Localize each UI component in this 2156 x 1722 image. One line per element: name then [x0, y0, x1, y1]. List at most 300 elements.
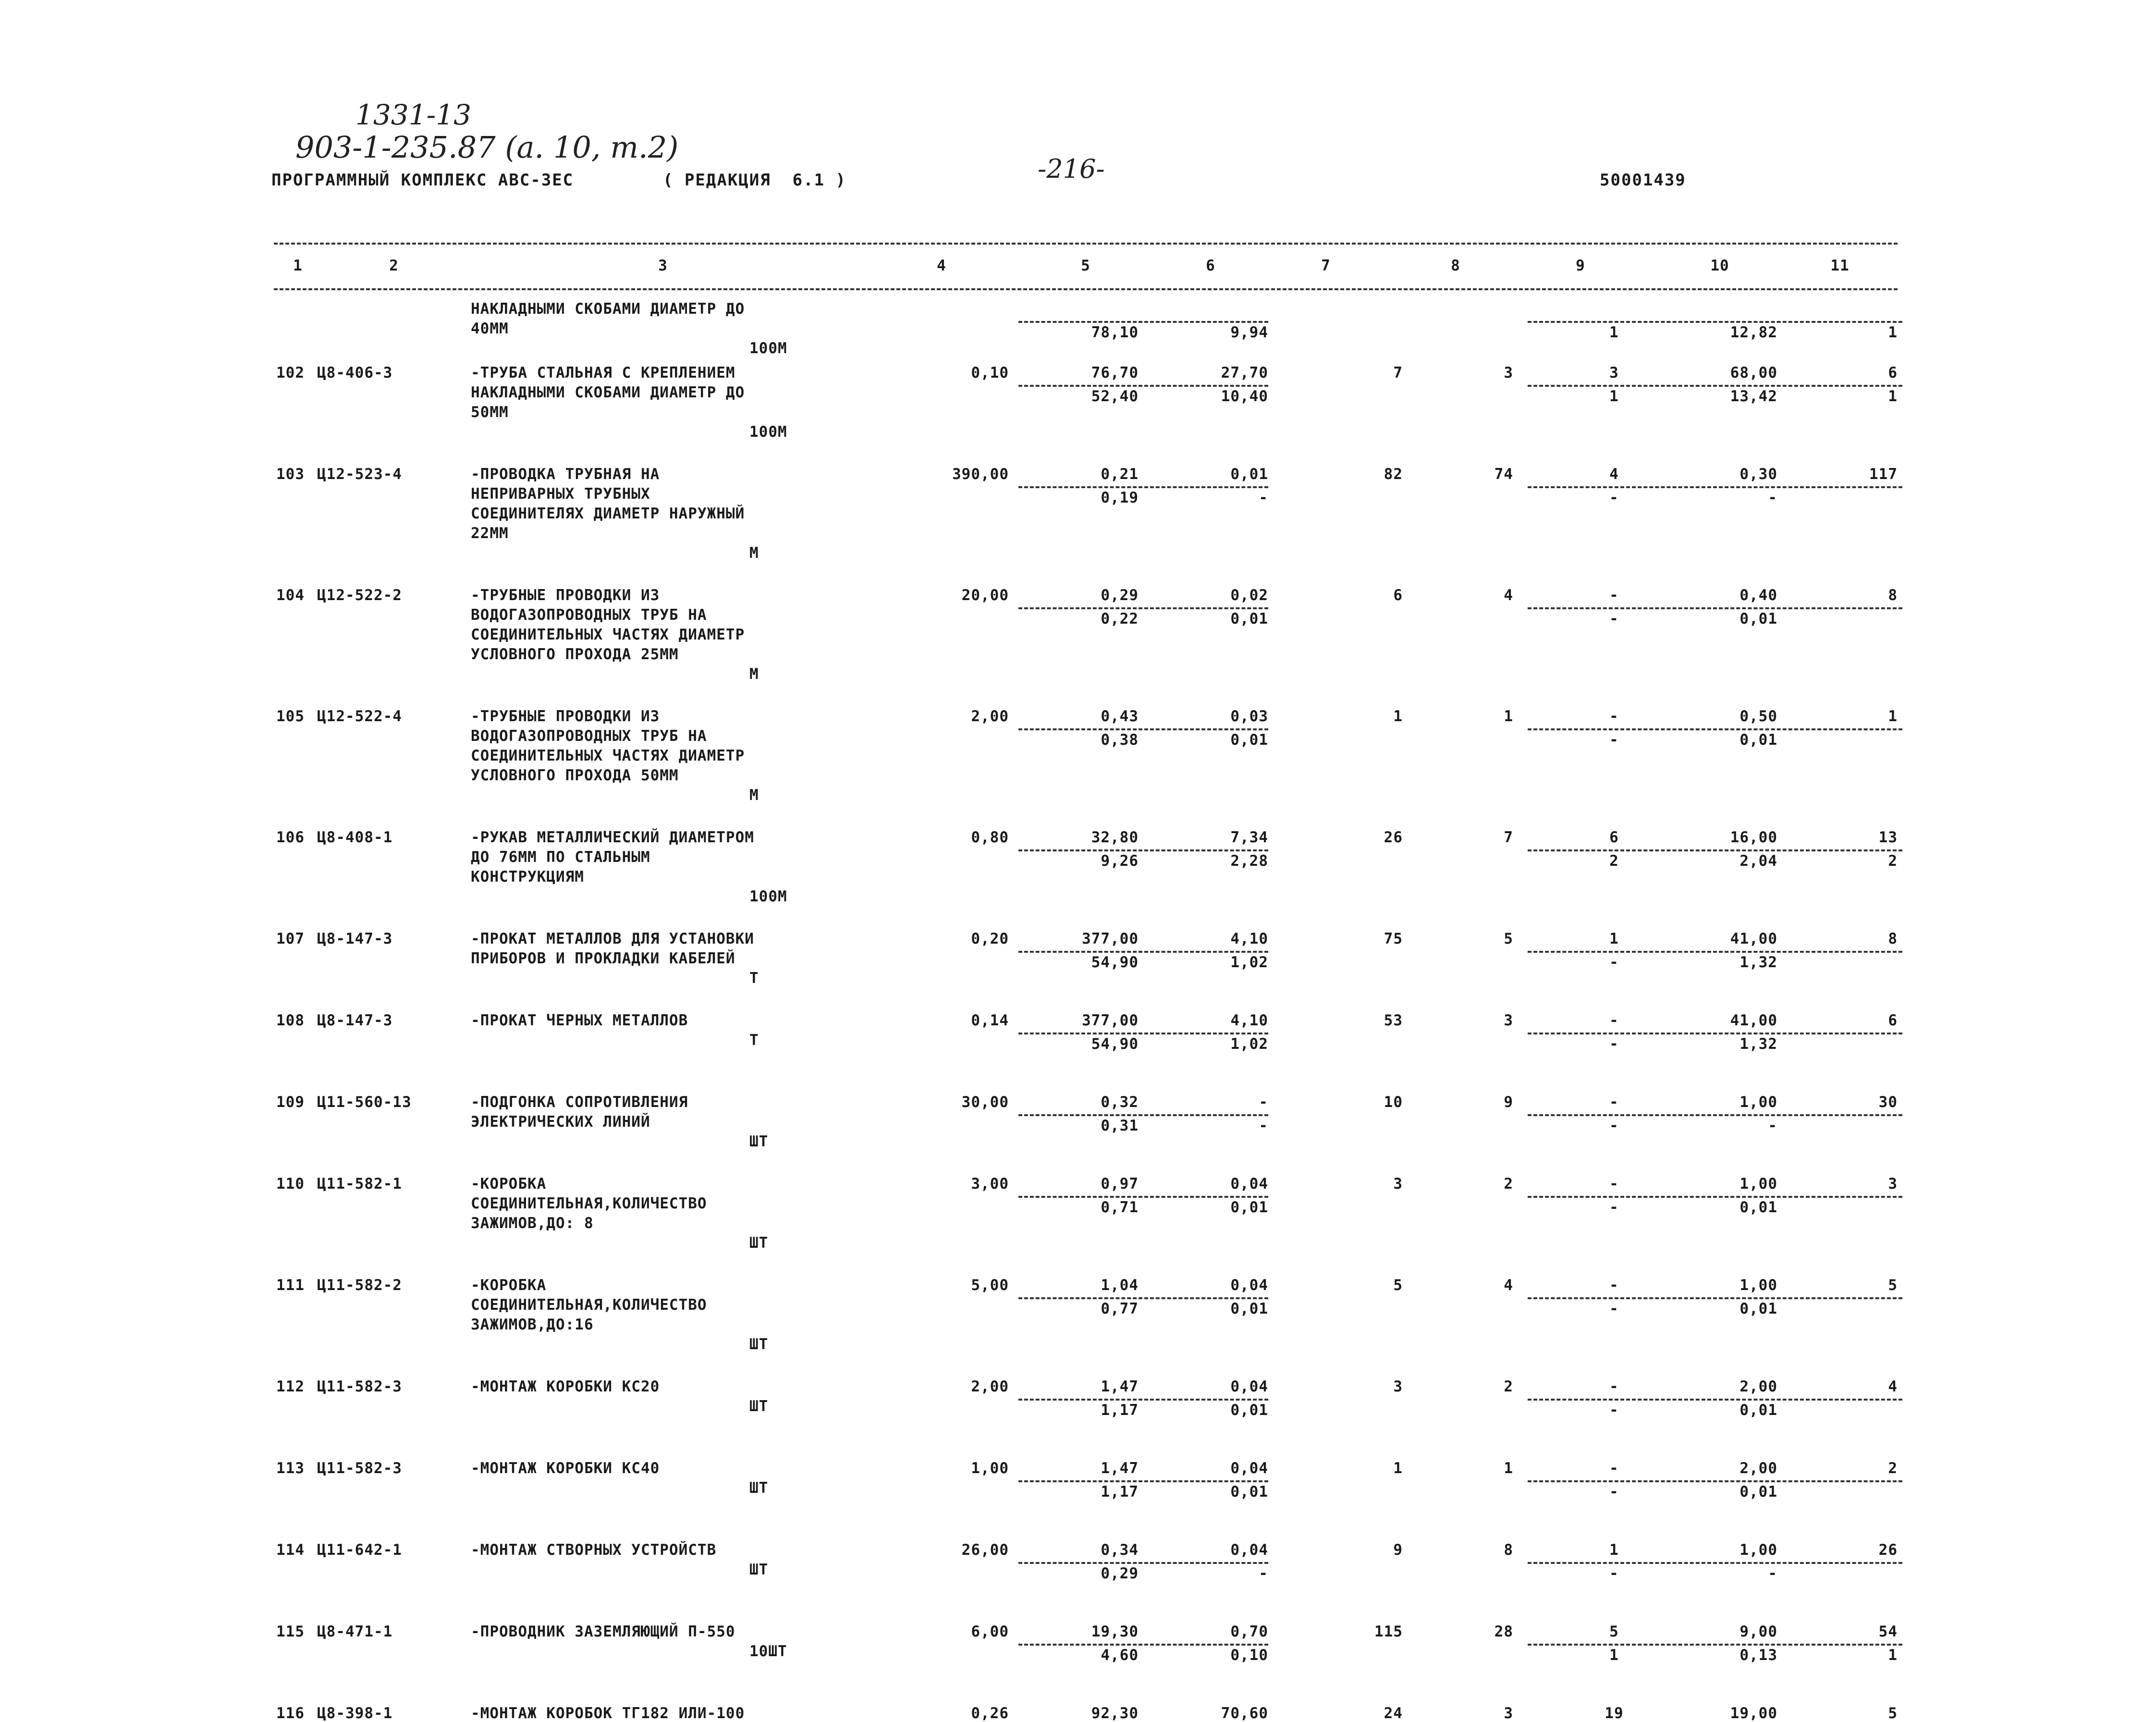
- row-number: 114: [276, 1541, 305, 1559]
- subcell-l6: 0,01: [1230, 731, 1268, 749]
- cell-qty: 2,00: [971, 1378, 1009, 1395]
- subcell-l6: 1,02: [1230, 954, 1268, 971]
- subcell-l10: 0,01: [1740, 1199, 1777, 1216]
- cell-c8: 1: [1504, 708, 1513, 725]
- subcell-l10: -: [1768, 1117, 1777, 1134]
- row-code: Ц12-523-4: [317, 466, 402, 483]
- cell-c7: 24: [1384, 1705, 1403, 1722]
- row-description-line: -КОРОБКА: [471, 1277, 547, 1294]
- row-description-line: СОЕДИНИТЕЛЬНЫХ ЧАСТЯХ ДИАМЕТР: [471, 747, 745, 764]
- cell-c8: 3: [1504, 364, 1513, 381]
- cell-qty: 0,14: [971, 1012, 1009, 1029]
- row-description-line: -МОНТАЖ СТВОРНЫХ УСТРОЙСТВ: [471, 1541, 717, 1559]
- row-description-line: -ПРОКАТ ЧЕРНЫХ МЕТАЛЛОВ: [471, 1012, 688, 1029]
- row-description-line: ШТ: [749, 1336, 769, 1353]
- cell-c11: 5: [1888, 1277, 1898, 1294]
- cell-c9: 1: [1609, 930, 1619, 947]
- subrow-separator: [1528, 951, 1902, 953]
- column-number-11: 11: [1830, 257, 1850, 274]
- cell-c10: 2,00: [1740, 1378, 1777, 1395]
- subrow-separator: [1528, 385, 1902, 387]
- row-number: 108: [276, 1012, 305, 1029]
- cell-c7: 82: [1384, 466, 1403, 483]
- row-description-line: -ПРОВОДНИК ЗАЗЕМЛЯЮЩИЙ П-550: [471, 1623, 735, 1640]
- row-description-line: 100М: [749, 888, 787, 905]
- row-number: 109: [276, 1094, 305, 1111]
- cell-c6: 0,04: [1230, 1277, 1268, 1294]
- row-description-line: -ПРОВОДКА ТРУБНАЯ НА: [471, 466, 660, 483]
- cell-c6: -: [1259, 1094, 1268, 1111]
- cell-c7: 10: [1384, 1094, 1403, 1111]
- column-number-7: 7: [1321, 257, 1331, 274]
- row-code: Ц11-582-1: [317, 1175, 402, 1193]
- cell-c7: 26: [1384, 829, 1403, 846]
- row-code: Ц12-522-2: [317, 587, 402, 604]
- cell-c6: 0,03: [1230, 708, 1268, 725]
- cell-c5: 1,04: [1101, 1277, 1139, 1294]
- subrow-separator: [1018, 951, 1268, 953]
- cell-c11: 5: [1888, 1705, 1898, 1722]
- cell-c11: 3: [1888, 1175, 1898, 1193]
- cell-c7: 115: [1374, 1623, 1403, 1640]
- subcell-l10: 1,32: [1740, 954, 1777, 971]
- subrow-separator: [1528, 1297, 1902, 1299]
- row-description-line: -МОНТАЖ КОРОБКИ КС40: [471, 1460, 660, 1477]
- subcell-l6: 9,94: [1230, 324, 1268, 341]
- column-number-2: 2: [389, 257, 399, 274]
- subrow-separator: [1528, 849, 1902, 851]
- cell-qty: 0,10: [971, 364, 1009, 381]
- subcell-l11: 1: [1888, 324, 1898, 341]
- cell-c6: 0,04: [1230, 1541, 1268, 1559]
- cell-c5: 377,00: [1082, 930, 1139, 947]
- row-code: Ц8-408-1: [317, 829, 393, 846]
- column-number-1: 1: [293, 257, 303, 274]
- cell-c8: 4: [1504, 1277, 1513, 1294]
- subrow-separator: [1018, 1480, 1268, 1482]
- cell-c8: 2: [1504, 1175, 1513, 1193]
- subrow-separator: [1528, 1114, 1902, 1116]
- cell-c10: 68,00: [1730, 364, 1777, 381]
- row-code: Ц11-582-3: [317, 1378, 402, 1395]
- cell-c6: 7,34: [1230, 829, 1268, 846]
- subcell-l11: 2: [1888, 852, 1898, 870]
- cell-qty: 2,00: [971, 708, 1009, 725]
- edition: ( РЕДАКЦИЯ 6.1 ): [663, 171, 846, 190]
- cell-c5: 32,80: [1091, 829, 1139, 846]
- cell-c8: 9: [1504, 1094, 1513, 1111]
- cell-c7: 3: [1393, 1378, 1403, 1395]
- cell-c6: 0,04: [1230, 1460, 1268, 1477]
- cell-c8: 2: [1504, 1378, 1513, 1395]
- subrow-separator: [1018, 321, 1268, 323]
- cell-c7: 75: [1384, 930, 1403, 947]
- cell-c7: 9: [1393, 1541, 1403, 1559]
- row-number: 111: [276, 1277, 305, 1294]
- cell-qty: 3,00: [971, 1175, 1009, 1193]
- row-code: Ц12-522-4: [317, 708, 402, 725]
- row-description-line: НЕПРИВАРНЫХ ТРУБНЫХ: [471, 485, 650, 503]
- cell-qty: 20,00: [961, 587, 1009, 604]
- subcell-l10: 13,42: [1730, 388, 1777, 405]
- row-description-line: -ПРОКАТ МЕТАЛЛОВ ДЛЯ УСТАНОВКИ: [471, 930, 754, 947]
- row-number: 115: [276, 1623, 305, 1640]
- subcell-l5: 0,31: [1101, 1117, 1139, 1134]
- cell-c7: 53: [1384, 1012, 1403, 1029]
- subrow-separator: [1018, 1297, 1268, 1299]
- row-code: Ц8-406-3: [317, 364, 393, 381]
- cell-c11: 2: [1888, 1460, 1898, 1477]
- cell-c8: 74: [1494, 466, 1513, 483]
- cell-qty: 0,26: [971, 1705, 1009, 1722]
- subrow-separator: [1018, 1644, 1268, 1646]
- subcell-l10: 0,13: [1740, 1647, 1777, 1664]
- cell-c9: -: [1609, 1012, 1619, 1029]
- cell-c5: 0,29: [1101, 587, 1139, 604]
- row-description-line: 50ММ: [471, 404, 509, 421]
- row-code: Ц11-582-3: [317, 1460, 402, 1477]
- cell-c11: 6: [1888, 1012, 1898, 1029]
- cell-c11: 30: [1878, 1094, 1898, 1111]
- row-number: 112: [276, 1378, 305, 1395]
- row-description-line: 40ММ: [471, 320, 509, 337]
- row-description-line: ВОДОГАЗОПРОВОДНЫХ ТРУБ НА: [471, 606, 707, 624]
- cell-c11: 4: [1888, 1378, 1898, 1395]
- cell-c5: 76,70: [1091, 364, 1139, 381]
- subcell-l11: 1: [1888, 1647, 1898, 1664]
- cell-c9: -: [1609, 1175, 1619, 1193]
- subcell-l5: 0,77: [1101, 1300, 1139, 1317]
- row-number: 110: [276, 1175, 305, 1193]
- cell-c10: 9,00: [1740, 1623, 1777, 1640]
- cell-c9: 3: [1609, 364, 1619, 381]
- row-description-line: ДО 76ММ ПО СТАЛЬНЫМ: [471, 849, 650, 866]
- row-description-line: 100М: [749, 423, 787, 441]
- cell-qty: 5,00: [971, 1277, 1009, 1294]
- subcell-l9: -: [1609, 1402, 1619, 1419]
- cell-c10: 16,00: [1730, 829, 1777, 846]
- cell-c10: 19,00: [1730, 1705, 1777, 1722]
- subcell-l11: 1: [1888, 388, 1898, 405]
- cell-c11: 13: [1878, 829, 1898, 846]
- row-description-line: СОЕДИНИТЕЛЬНЫХ ЧАСТЯХ ДИАМЕТР: [471, 626, 745, 643]
- subcell-l9: -: [1609, 1199, 1619, 1216]
- cell-c8: 7: [1504, 829, 1513, 846]
- subcell-l10: -: [1768, 1565, 1777, 1582]
- cell-c11: 117: [1869, 466, 1898, 483]
- cell-c6: 0,04: [1230, 1378, 1268, 1395]
- column-number-6: 6: [1206, 257, 1215, 274]
- cell-c9: -: [1609, 1094, 1619, 1111]
- cell-c6: 4,10: [1230, 930, 1268, 947]
- column-number-4: 4: [937, 257, 946, 274]
- cell-c11: 26: [1878, 1541, 1898, 1559]
- cell-c5: 0,32: [1101, 1094, 1139, 1111]
- subcell-l9: -: [1609, 489, 1619, 506]
- row-number: 104: [276, 587, 305, 604]
- cell-c7: 7: [1393, 364, 1403, 381]
- subrow-separator: [1018, 849, 1268, 851]
- subcell-l10: 12,82: [1730, 324, 1777, 341]
- column-number-5: 5: [1081, 257, 1090, 274]
- subcell-l6: 0,10: [1230, 1647, 1268, 1664]
- row-description-line: -ТРУБА СТАЛЬНАЯ С КРЕПЛЕНИЕМ: [471, 364, 735, 381]
- row-description-line: СОЕДИНИТЕЛЯХ ДИАМЕТР НАРУЖНЫЙ: [471, 505, 745, 522]
- row-code: Ц8-147-3: [317, 1012, 393, 1029]
- row-description-line: НАКЛАДНЫМИ СКОБАМИ ДИАМЕТР ДО: [471, 300, 745, 318]
- subcell-l10: 2,04: [1740, 852, 1777, 870]
- row-description-line: ШТ: [749, 1234, 769, 1252]
- subcell-l5: 52,40: [1091, 388, 1139, 405]
- column-number-9: 9: [1576, 257, 1585, 274]
- cell-c10: 0,40: [1740, 587, 1777, 604]
- cell-c5: 1,47: [1101, 1378, 1139, 1395]
- row-description-line: УСЛОВНОГО ПРОХОДА 25ММ: [471, 646, 679, 663]
- subcell-l6: 0,01: [1230, 1483, 1268, 1501]
- cell-c8: 4: [1504, 587, 1513, 604]
- subcell-l10: -: [1768, 489, 1777, 506]
- row-description-line: М: [749, 544, 759, 562]
- row-description-line: ВОДОГАЗОПРОВОДНЫХ ТРУБ НА: [471, 727, 707, 745]
- subrow-separator: [1528, 1644, 1902, 1646]
- subrow-separator: [1018, 1196, 1268, 1198]
- row-description-line: -ПОДГОНКА СОПРОТИВЛЕНИЯ: [471, 1094, 688, 1111]
- subrow-separator: [1018, 607, 1268, 609]
- subcell-l9: 1: [1609, 388, 1619, 405]
- subcell-l5: 0,29: [1101, 1565, 1139, 1582]
- cell-c11: 54: [1878, 1623, 1898, 1640]
- row-description-line: 22ММ: [471, 525, 509, 542]
- subrow-separator: [1528, 321, 1902, 323]
- subrow-separator: [1018, 486, 1268, 488]
- subcell-l10: 0,01: [1740, 1300, 1777, 1317]
- subrow-separator: [1528, 607, 1902, 609]
- subcell-l5: 0,19: [1101, 489, 1139, 506]
- row-description-line: 100М: [749, 340, 787, 357]
- cell-c7: 3: [1393, 1175, 1403, 1193]
- subcell-l5: 1,17: [1101, 1483, 1139, 1501]
- row-number: 102: [276, 364, 305, 381]
- cell-c5: 0,43: [1101, 708, 1139, 725]
- cell-c10: 1,00: [1740, 1175, 1777, 1193]
- cell-c11: 1: [1888, 708, 1898, 725]
- cell-c6: 0,04: [1230, 1175, 1268, 1193]
- cell-c10: 1,00: [1740, 1277, 1777, 1294]
- cell-c9: 6: [1609, 829, 1619, 846]
- cell-c11: 8: [1888, 930, 1898, 947]
- cell-c6: 27,70: [1221, 364, 1268, 381]
- cell-c9: -: [1609, 587, 1619, 604]
- cell-qty: 30,00: [961, 1094, 1009, 1111]
- cell-c5: 0,21: [1101, 466, 1139, 483]
- subcell-l9: -: [1609, 1300, 1619, 1317]
- row-code: Ц8-471-1: [317, 1623, 393, 1640]
- handwritten-page-number: -216-: [1038, 154, 1105, 184]
- row-description-line: ЗАЖИМОВ,ДО:16: [471, 1316, 594, 1333]
- cell-c9: 19: [1605, 1705, 1624, 1722]
- subrow-separator: [1528, 1033, 1902, 1034]
- subrow-separator: [1018, 1562, 1268, 1564]
- cell-c7: 1: [1393, 708, 1403, 725]
- row-description-line: ШТ: [749, 1133, 769, 1150]
- row-description-line: М: [749, 787, 759, 804]
- cell-c5: 0,97: [1101, 1175, 1139, 1193]
- handwritten-project-code: 903-1-235.87 (а. 10, т.2): [295, 130, 679, 165]
- subcell-l9: 1: [1609, 324, 1619, 341]
- subcell-l10: 0,01: [1740, 1483, 1777, 1501]
- column-number-3: 3: [658, 257, 668, 274]
- subcell-l9: -: [1609, 1035, 1619, 1053]
- cell-c5: 377,00: [1082, 1012, 1139, 1029]
- subcell-l5: 54,90: [1091, 1035, 1139, 1053]
- cell-c7: 6: [1393, 587, 1403, 604]
- cell-c5: 19,30: [1091, 1623, 1139, 1640]
- row-number: 103: [276, 466, 305, 483]
- header-top-rule: [274, 243, 1898, 245]
- row-description-line: Т: [749, 970, 759, 987]
- cell-c9: -: [1609, 708, 1619, 725]
- row-code: Ц8-398-1: [317, 1705, 393, 1722]
- subcell-l6: 0,01: [1230, 1300, 1268, 1317]
- subcell-l5: 54,90: [1091, 954, 1139, 971]
- cell-qty: 0,80: [971, 829, 1009, 846]
- subcell-l9: 2: [1609, 852, 1619, 870]
- subrow-separator: [1018, 1399, 1268, 1401]
- row-description-line: ЗАЖИМОВ,ДО: 8: [471, 1215, 594, 1232]
- row-description-line: КОНСТРУКЦИЯМ: [471, 868, 584, 886]
- cell-c11: 8: [1888, 587, 1898, 604]
- cell-c8: 5: [1504, 930, 1513, 947]
- row-number: 105: [276, 708, 305, 725]
- subcell-l6: 0,01: [1230, 1402, 1268, 1419]
- cell-c10: 41,00: [1730, 930, 1777, 947]
- cell-c5: 1,47: [1101, 1460, 1139, 1477]
- cell-c5: 92,30: [1091, 1705, 1139, 1722]
- subrow-separator: [1018, 728, 1268, 730]
- row-description-line: ШТ: [749, 1479, 769, 1497]
- cell-qty: 6,00: [971, 1623, 1009, 1640]
- subcell-l10: 0,01: [1740, 731, 1777, 749]
- cell-qty: 1,00: [971, 1460, 1009, 1477]
- subcell-l10: 1,32: [1740, 1035, 1777, 1053]
- row-description-line: СОЕДИНИТЕЛЬНАЯ,КОЛИЧЕСТВО: [471, 1296, 707, 1314]
- cell-c5: 0,34: [1101, 1541, 1139, 1559]
- subcell-l6: -: [1259, 489, 1268, 506]
- row-code: Ц11-582-2: [317, 1277, 402, 1294]
- row-description-line: -РУКАВ МЕТАЛЛИЧЕСКИЙ ДИАМЕТРОМ: [471, 829, 754, 846]
- row-description-line: -МОНТАЖ КОРОБОК ТГ182 ИЛИ-100: [471, 1705, 745, 1722]
- cell-c9: -: [1609, 1277, 1619, 1294]
- subcell-l5: 9,26: [1101, 852, 1139, 870]
- subrow-separator: [1018, 1114, 1268, 1116]
- row-code: Ц11-560-13: [317, 1094, 412, 1111]
- cell-qty: 0,20: [971, 930, 1009, 947]
- handwritten-top-number: 1331-13: [355, 98, 472, 131]
- subcell-l6: 2,28: [1230, 852, 1268, 870]
- cell-c11: 6: [1888, 364, 1898, 381]
- row-description-line: -КОРОБКА: [471, 1175, 547, 1193]
- cell-c8: 3: [1504, 1012, 1513, 1029]
- row-description-line: УСЛОВНОГО ПРОХОДА 50ММ: [471, 767, 679, 784]
- row-description-line: 10ШТ: [749, 1643, 787, 1660]
- cell-c6: 70,60: [1221, 1705, 1268, 1722]
- row-description-line: -ТРУБНЫЕ ПРОВОДКИ ИЗ: [471, 587, 660, 604]
- cell-c8: 28: [1494, 1623, 1513, 1640]
- row-description-line: -МОНТАЖ КОРОБКИ КС20: [471, 1378, 660, 1395]
- subcell-l9: -: [1609, 1565, 1619, 1582]
- row-description-line: ПРИБОРОВ И ПРОКЛАДКИ КАБЕЛЕЙ: [471, 950, 735, 967]
- cell-qty: 390,00: [952, 466, 1009, 483]
- subcell-l6: 0,01: [1230, 1199, 1268, 1216]
- cell-c10: 0,30: [1740, 466, 1777, 483]
- subcell-l5: 0,38: [1101, 731, 1139, 749]
- subcell-l5: 1,17: [1101, 1402, 1139, 1419]
- cell-c7: 1: [1393, 1460, 1403, 1477]
- subrow-separator: [1528, 1196, 1902, 1198]
- subcell-l9: -: [1609, 610, 1619, 627]
- cell-c7: 5: [1393, 1277, 1403, 1294]
- cell-c9: 4: [1609, 466, 1619, 483]
- subcell-l9: -: [1609, 954, 1619, 971]
- subrow-separator: [1018, 385, 1268, 387]
- row-description-line: СОЕДИНИТЕЛЬНАЯ,КОЛИЧЕСТВО: [471, 1195, 707, 1212]
- subcell-l10: 0,01: [1740, 1402, 1777, 1419]
- cell-c10: 41,00: [1730, 1012, 1777, 1029]
- row-number: 107: [276, 930, 305, 947]
- cell-c8: 8: [1504, 1541, 1513, 1559]
- subcell-l5: 78,10: [1091, 324, 1139, 341]
- row-description-line: ШТ: [749, 1561, 769, 1578]
- subrow-separator: [1018, 1033, 1268, 1034]
- cell-c6: 0,01: [1230, 466, 1268, 483]
- subrow-separator: [1528, 1480, 1902, 1482]
- row-code: Ц8-147-3: [317, 930, 393, 947]
- subcell-l9: 1: [1609, 1647, 1619, 1664]
- header-bottom-rule: [274, 288, 1898, 290]
- subcell-l10: 0,01: [1740, 610, 1777, 627]
- row-description-line: ЭЛЕКТРИЧЕСКИХ ЛИНИЙ: [471, 1113, 650, 1131]
- subcell-l9: -: [1609, 1483, 1619, 1501]
- row-description-line: НАКЛАДНЫМИ СКОБАМИ ДИАМЕТР ДО: [471, 384, 745, 401]
- subrow-separator: [1528, 1399, 1902, 1401]
- row-description-line: М: [749, 665, 759, 683]
- column-number-8: 8: [1451, 257, 1460, 274]
- subcell-l5: 0,71: [1101, 1199, 1139, 1216]
- document-code: 50001439: [1600, 171, 1686, 190]
- row-number: 116: [276, 1705, 305, 1722]
- row-code: Ц11-642-1: [317, 1541, 402, 1559]
- subcell-l6: 0,01: [1230, 610, 1268, 627]
- subcell-l6: -: [1259, 1117, 1268, 1134]
- subcell-l6: -: [1259, 1565, 1268, 1582]
- cell-c10: 0,50: [1740, 708, 1777, 725]
- subcell-l5: 0,22: [1101, 610, 1139, 627]
- row-number: 113: [276, 1460, 305, 1477]
- program-title: ПРОГРАММНЫЙ КОМПЛЕКС АВС-3ЕС: [271, 171, 574, 190]
- cell-c9: 1: [1609, 1541, 1619, 1559]
- cell-c8: 3: [1504, 1705, 1513, 1722]
- cell-c10: 1,00: [1740, 1094, 1777, 1111]
- cell-c9: -: [1609, 1460, 1619, 1477]
- subcell-l5: 4,60: [1101, 1647, 1139, 1664]
- subcell-l6: 10,40: [1221, 388, 1268, 405]
- cell-c8: 1: [1504, 1460, 1513, 1477]
- cell-c9: 5: [1609, 1623, 1619, 1640]
- cell-qty: 26,00: [961, 1541, 1009, 1559]
- row-number: 106: [276, 829, 305, 846]
- cell-c10: 1,00: [1740, 1541, 1777, 1559]
- subcell-l9: -: [1609, 1117, 1619, 1134]
